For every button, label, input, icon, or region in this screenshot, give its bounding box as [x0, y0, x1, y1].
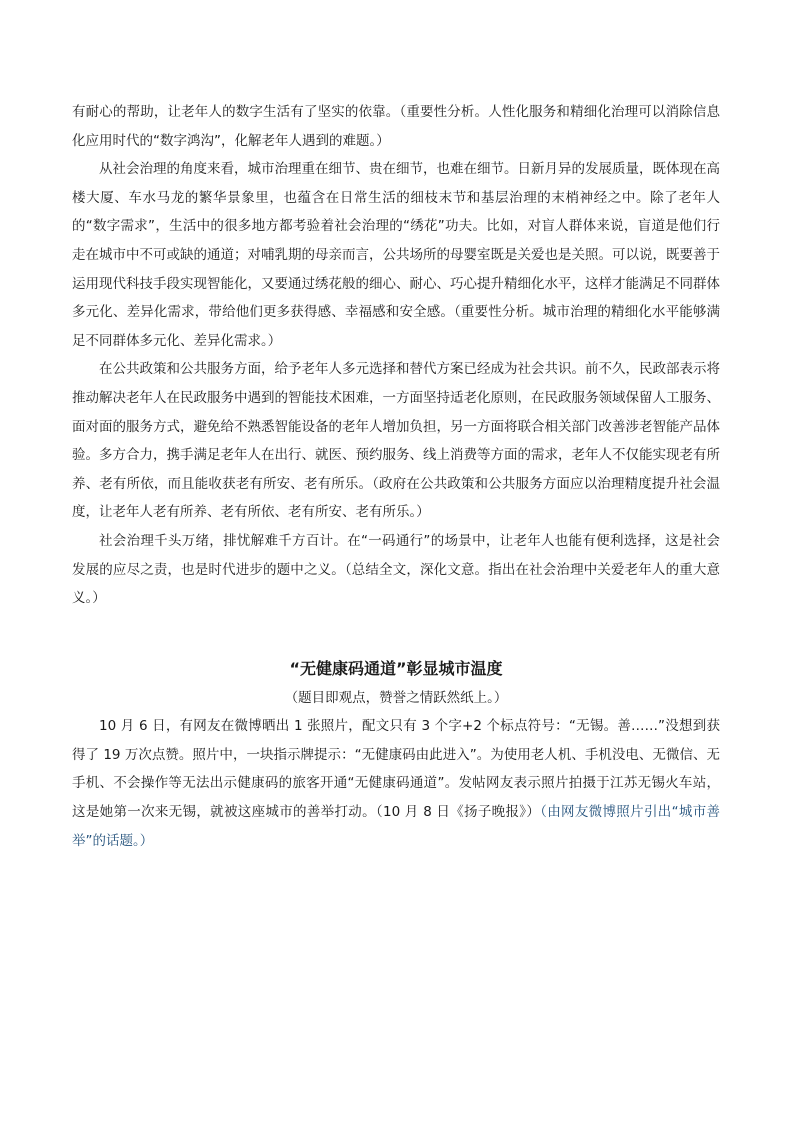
paragraph-continuation: 有耐心的帮助，让老年人的数字生活有了坚实的依靠。（重要性分析。人性化服务和精细化治理可以消除信息化应用时代的“数字鸿沟”，化解老年人遇到的难题。） [72, 104, 720, 149]
news-intro-text: 10 月 6 日，有网友在微博晒出 1 张照片，配文只有 3 个字+2 个标点符号：“无锡。善……”没想到获得了 19 万次点赞。照片中，一块指示牌提示：“无健康码由此进入”。为使用老人机、手机没电、无微信、无手机、不会操作等无法出示健康码的旅客开通“无健康码通道”。发帖网友表示照片拍摄于江苏无锡火车站，这是她第一次来无锡，就被这座城市的善举打动。（10 月 8 日《扬子晚报》） [72, 718, 720, 821]
paragraph-social-governance: 从社会治理的角度来看，城市治理重在细节、贵在细节，也难在细节。日新月异的发展质量，既体现在高楼大厦、车水马龙的繁华景象里，也蕴含在日常生活的细枝末节和基层治理的末梢神经之中。除了老年人的“数字需求”，生活中的很多地方都考验着社会治理的“绣花”功夫。比如，对盲人群体来说，盲道是他们行走在城市中不可或缺的通道；对哺乳期的母亲而言，公共场所的母婴室既是关爱也是关照。可以说，既要善于运用现代科技手段实现智能化，又要通过绣花般的细心、耐心、巧心提升精细化水平，这样才能满足不同群体多元化、差异化需求，带给他们更多获得感、幸福感和安全感。（重要性分析。城市治理的精细化水平能够满足不同群体多元化、差异化需求。） [72, 161, 720, 349]
article-subtitle: （题目即观点，赞誉之情跃然纸上。） [284, 689, 508, 706]
paragraph-news-intro [72, 712, 720, 855]
article-title: “无健康码通道”彰显城市温度 [289, 658, 503, 678]
paragraph-conclusion: 社会治理千头万绪，排忧解难千方百计。在“一码通行”的场景中，让老年人也能有便利选择，这是社会发展的应尽之责，也是时代进步的题中之义。（总结全文，深化文意。指出在社会治理中关爱老年人的重大意义。） [72, 532, 720, 607]
document-page [72, 98, 720, 855]
news-intro-annotation: （由网友微博照片引出“城市善举”的话题。） [72, 804, 721, 849]
paragraph-public-policy: 在公共政策和公共服务方面，给予老年人多元选择和替代方案已经成为社会共识。前不久，民政部表示将推动解决老年人在民政服务中遇到的智能技术困难，一方面坚持适老化原则，在民政服务领域保留人工服务、面对面的服务方式，避免给不熟悉智能设备的老年人增加负担，另一方面将联合相关部门改善涉老智能产品体验。多方合力，携手满足老年人在出行、就医、预约服务、线上消费等方面的需求，老年人不仅能实现老有所养、老有所依，而且能收获老有所安、老有所乐。（政府在公共政策和公共服务方面应以治理精度提升社会温度，让老年人老有所养、老有所依、老有所安、老有所乐。） [72, 361, 720, 521]
